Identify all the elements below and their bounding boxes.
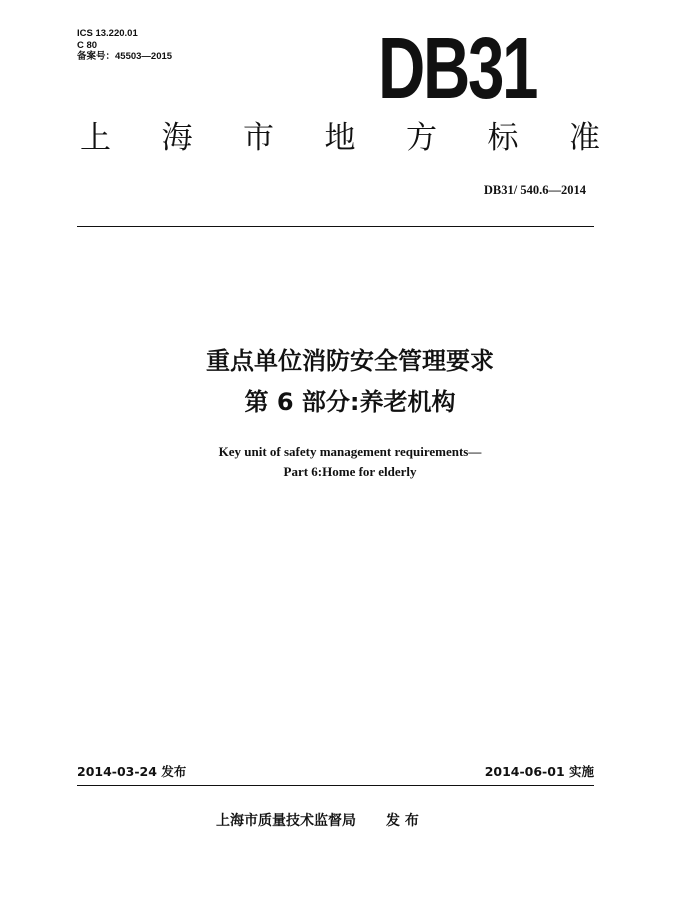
db31-logo: DB31 — [378, 18, 537, 117]
header-meta — [77, 28, 172, 63]
standard-type-char: 地 — [324, 120, 356, 156]
title-chinese-line1: 重点单位消防安全管理要求 — [206, 347, 494, 375]
issue-date: 2014-03-24 发布 — [77, 764, 187, 779]
standard-type-char: 市 — [243, 120, 274, 156]
standard-type-char: 方 — [406, 120, 437, 156]
standard-type-heading — [80, 116, 600, 160]
title-chinese-line2: 第 6 部分:养老机构 — [244, 388, 456, 416]
top-divider — [77, 226, 594, 227]
standard-type-char: 上 — [80, 120, 111, 156]
standard-type-char: 准 — [569, 120, 600, 156]
ics-code: ICS 13.220.01 — [77, 28, 138, 39]
standard-type-char: 海 — [161, 120, 193, 156]
issuer-line — [216, 810, 419, 830]
bottom-divider — [77, 785, 594, 786]
standard-code: DB31/ 540.6—2014 — [483, 183, 586, 197]
standard-type-char: 标 — [487, 120, 519, 156]
ccs-code: C 80 — [77, 39, 98, 51]
issuer-name: 上海市质量技术监督局 — [216, 813, 356, 829]
implementation-date: 2014-06-01 实施 — [484, 764, 594, 779]
title-english-line1: Key unit of safety management requirements— — [218, 444, 482, 459]
title-english-line2: Part 6:Home for elderly — [283, 464, 417, 479]
record-number: 备案号：45503—2015 — [77, 51, 173, 62]
issuer-action: 发 布 — [386, 813, 419, 829]
